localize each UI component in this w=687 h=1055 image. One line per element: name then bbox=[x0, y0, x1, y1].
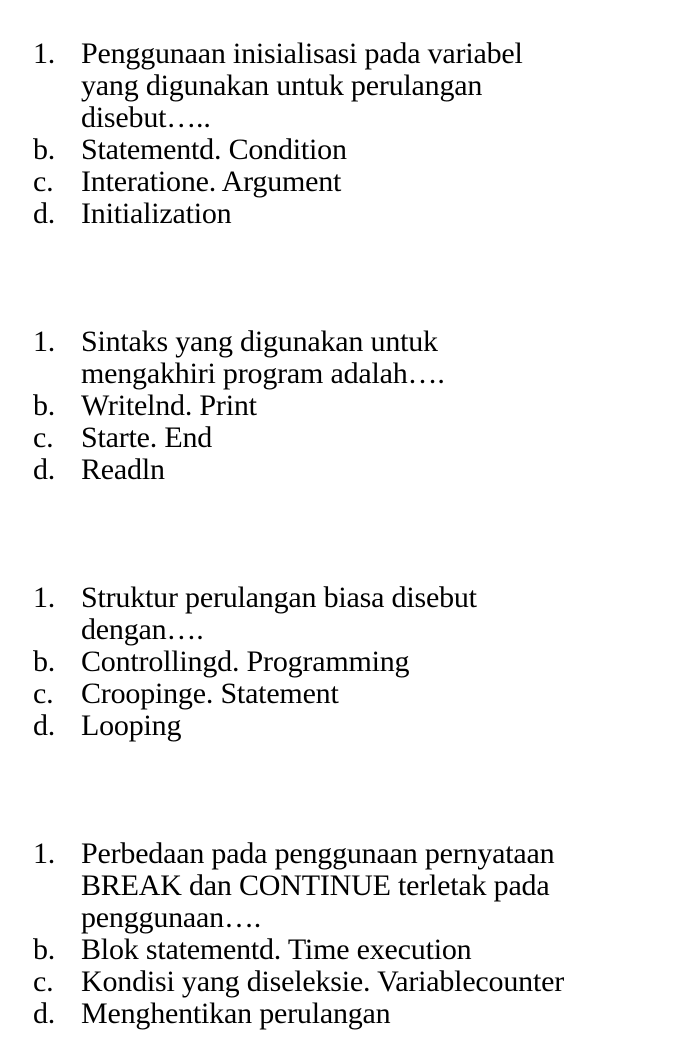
option-text: Kondisi yang diseleksie. Variablecounter bbox=[81, 965, 564, 998]
answer-option-d bbox=[0, 998, 687, 1030]
question-stem-text: dengan…. bbox=[81, 613, 204, 646]
answer-option-b bbox=[0, 646, 687, 678]
option-marker: b. bbox=[33, 389, 56, 422]
answer-option-c bbox=[0, 678, 687, 710]
option-marker: b. bbox=[33, 645, 56, 678]
blank-spacer bbox=[0, 742, 687, 838]
question-number: 1. bbox=[33, 581, 56, 614]
question-stem-text: Penggunaan inisialisasi pada variabel bbox=[81, 37, 523, 70]
option-text: Controllingd. Programming bbox=[81, 645, 410, 678]
question-stem-line bbox=[0, 38, 687, 70]
option-text: Looping bbox=[81, 709, 182, 742]
option-marker: c. bbox=[33, 421, 54, 454]
answer-option-c bbox=[0, 422, 687, 454]
question-3 bbox=[0, 582, 687, 742]
question-stem-text: disebut….. bbox=[81, 101, 211, 134]
question-stem-line bbox=[0, 70, 687, 102]
option-marker: c. bbox=[33, 677, 54, 710]
question-number: 1. bbox=[33, 325, 56, 358]
option-text: Initialization bbox=[81, 197, 232, 230]
answer-option-d bbox=[0, 454, 687, 486]
option-text: Interatione. Argument bbox=[81, 165, 342, 198]
question-stem-line bbox=[0, 582, 687, 614]
option-text: Menghentikan perulangan bbox=[81, 997, 391, 1030]
question-stem-line bbox=[0, 358, 687, 390]
option-text: Croopinge. Statement bbox=[81, 677, 339, 710]
question-stem-line bbox=[0, 614, 687, 646]
blank-spacer bbox=[0, 486, 687, 582]
question-stem-text: yang digunakan untuk perulangan bbox=[81, 69, 483, 102]
option-marker: d. bbox=[33, 997, 56, 1030]
answer-option-c bbox=[0, 966, 687, 998]
answer-option-d bbox=[0, 710, 687, 742]
marker-spacer bbox=[0, 870, 81, 902]
question-stem-line bbox=[0, 902, 687, 934]
question-1 bbox=[0, 38, 687, 230]
marker-spacer bbox=[0, 614, 81, 646]
question-2 bbox=[0, 326, 687, 486]
marker-spacer bbox=[0, 102, 81, 134]
question-stem-text: penggunaan…. bbox=[81, 901, 262, 934]
question-stem-text: BREAK dan CONTINUE terletak pada bbox=[81, 869, 550, 902]
answer-option-b bbox=[0, 134, 687, 166]
blank-spacer bbox=[0, 230, 687, 326]
question-number: 1. bbox=[33, 37, 56, 70]
answer-option-b bbox=[0, 390, 687, 422]
question-stem-text: Perbedaan pada penggunaan pernyataan bbox=[81, 837, 555, 870]
option-marker: b. bbox=[33, 933, 56, 966]
option-marker: c. bbox=[33, 165, 54, 198]
option-text: Readln bbox=[81, 453, 165, 486]
question-stem-text: mengakhiri program adalah…. bbox=[81, 357, 445, 390]
option-text: Statementd. Condition bbox=[81, 133, 347, 166]
option-marker: d. bbox=[33, 453, 56, 486]
option-marker: d. bbox=[33, 709, 56, 742]
marker-spacer bbox=[0, 902, 81, 934]
option-text: Blok statementd. Time execution bbox=[81, 933, 472, 966]
option-marker: b. bbox=[33, 133, 56, 166]
answer-option-d bbox=[0, 198, 687, 230]
option-text: Starte. End bbox=[81, 421, 213, 454]
question-4 bbox=[0, 838, 687, 1030]
option-marker: c. bbox=[33, 965, 54, 998]
question-stem-line bbox=[0, 326, 687, 358]
marker-spacer bbox=[0, 358, 81, 390]
quiz-document bbox=[0, 38, 687, 1030]
marker-spacer bbox=[0, 70, 81, 102]
question-number: 1. bbox=[33, 837, 56, 870]
question-stem-line bbox=[0, 870, 687, 902]
question-stem-text: Sintaks yang digunakan untuk bbox=[81, 325, 438, 358]
option-marker: d. bbox=[33, 197, 56, 230]
option-text: Writelnd. Print bbox=[81, 389, 257, 422]
answer-option-c bbox=[0, 166, 687, 198]
question-stem-line bbox=[0, 102, 687, 134]
question-stem-line bbox=[0, 838, 687, 870]
answer-option-b bbox=[0, 934, 687, 966]
question-stem-text: Struktur perulangan biasa disebut bbox=[81, 581, 477, 614]
